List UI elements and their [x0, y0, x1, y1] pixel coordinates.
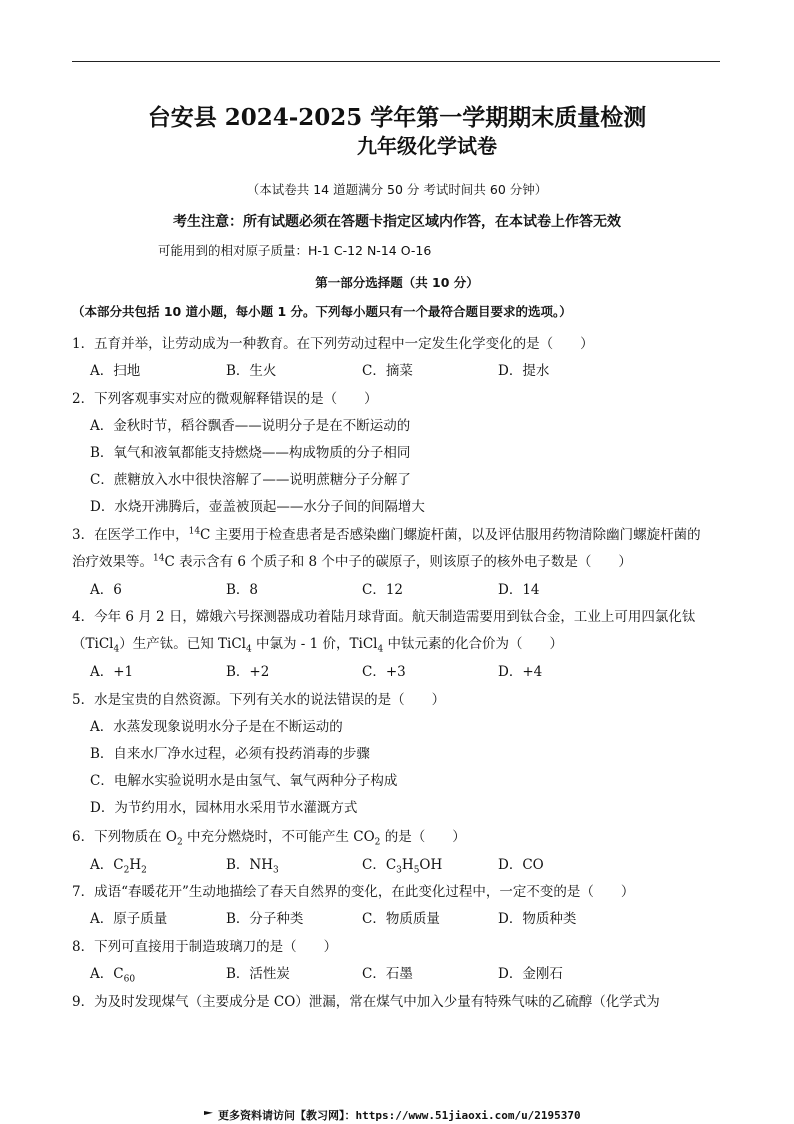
- q3-isotope-mass: 14: [188, 526, 201, 537]
- q8-a-sub: 60: [123, 974, 136, 985]
- q6-b-sub: 3: [273, 865, 279, 876]
- q1-option-b: B．生火: [226, 363, 277, 379]
- q3-isotope-mass-2: 14: [153, 553, 165, 564]
- footer-text: 更多资料请访问【教习网】：https://www.51jiaoxi.com/u/2195370: [218, 1109, 581, 1122]
- q7-option-d: D．物质种类: [498, 911, 577, 927]
- q6-a-text-1: A．C: [90, 857, 124, 873]
- q4-sub-3: 4: [377, 644, 384, 655]
- q5-option-c: C．电解水实验说明水是由氢气、氧气两种分子构成: [90, 773, 398, 789]
- q6-option-b: [226, 857, 279, 876]
- q7-option-c: C．物质质量: [362, 911, 440, 927]
- q4-option-a: A．+1: [90, 664, 134, 680]
- q6-text-3: 的是（ ）: [380, 829, 466, 845]
- q4-sub-2: 4: [245, 644, 252, 655]
- question-4-stem: 4．今年 6 月 2 日，嫦娥六号探测器成功着陆月球背面。航天制造需要用到钛合金，工业上可用四氯化钛: [72, 609, 696, 625]
- question-9-stem: 9．为及时发现煤气（主要成分是 CO）泄漏，常在煤气中加入少量有特殊气味的乙硫醇（化学式为: [72, 994, 660, 1010]
- q6-c-text-3: OH: [419, 857, 443, 873]
- q4-option-b: B．+2: [226, 664, 270, 680]
- q3-text-2: C 主要用于检查患者是否感染幽门螺旋杆菌，以及评估服用药物清除幽门螺旋杆菌的: [200, 527, 701, 543]
- q6-text-2: 中充分燃烧时，不可能产生 CO: [182, 829, 375, 845]
- question-1-stem: 1．五育并举，让劳动成为一种教育。在下列劳动过程中一定发生化学变化的是（ ）: [72, 336, 594, 352]
- flag-icon: [204, 1111, 213, 1120]
- q4-option-c: C．+3: [362, 664, 406, 680]
- q6-sub-o2: 2: [176, 837, 183, 848]
- notice: 考生注意：所有试题必须在答题卡指定区域内作答，在本试卷上作答无效: [173, 214, 621, 230]
- exam-subtitle: 九年级化学试卷: [357, 134, 497, 158]
- q8-a-text: A．C: [90, 966, 124, 982]
- q6-c-text-1: C．C: [362, 857, 397, 873]
- atomic-mass: 可能用到的相对原子质量：H-1 C-12 N-14 O-16: [158, 243, 432, 258]
- question-5-stem: 5．水是宝贵的自然资源。下列有关水的说法错误的是（ ）: [72, 692, 446, 708]
- q5-option-d: D．为节约用水，园林用水采用节水灌溉方式: [90, 800, 358, 816]
- q4-text-3: 中氯为 - 1 价，TiCl: [251, 636, 378, 652]
- q3-text-3: 治疗效果等。: [72, 554, 153, 570]
- q2-option-a: A．金秋时节，稻谷飘香——说明分子是在不断运动的: [90, 418, 411, 434]
- question-8-stem: 8．下列可直接用于制造玻璃刀的是（ ）: [72, 939, 338, 955]
- q1-option-c: C．摘菜: [362, 363, 413, 379]
- q1-option-d: D．提水: [498, 363, 550, 379]
- header-rule: [72, 61, 720, 62]
- exam-title: 台安县 2024-2025 学年第一学期期末质量检测: [147, 104, 647, 131]
- q3-text-4: C 表示含有 6 个质子和 8 个中子的碳原子，则该原子的核外电子数是（ ）: [164, 554, 632, 570]
- q2-option-b: B．氧气和液氧都能支持燃烧——构成物质的分子相同: [90, 445, 411, 461]
- q3-option-b: B．8: [226, 582, 259, 598]
- section-instructions: （本部分共包括 10 道小题，每小题 1 分。下列每小题只有一个最符合题目要求的选项。）: [72, 304, 572, 319]
- question-3-stem: [72, 526, 701, 543]
- q4-text-4: 中钛元素的化合价为（ ）: [383, 636, 564, 652]
- q1-option-a: A．扫地: [90, 363, 141, 379]
- q3-option-c: C．12: [362, 582, 404, 598]
- q8-option-a: [90, 966, 136, 985]
- q6-c-text-2: H: [401, 857, 414, 873]
- q6-a-sub-2: 2: [141, 865, 147, 876]
- q8-option-b: B．活性炭: [226, 966, 290, 982]
- question-2-stem: 2．下列客观事实对应的微观解释错误的是（ ）: [72, 391, 378, 407]
- question-4-stem-line2: [72, 636, 564, 655]
- q4-option-d: D．+4: [498, 664, 543, 680]
- footer-link[interactable]: [204, 1107, 581, 1123]
- exam-info: （本试卷共 14 道题满分 50 分 考试时间共 60 分钟）: [246, 182, 548, 197]
- question-7-stem: 7．成语“春暖花开”生动地描绘了春天自然界的变化，在此变化过程中，一定不变的是（ ）: [72, 884, 635, 900]
- q3-option-d: D．14: [498, 582, 540, 598]
- q6-option-d: D．CO: [498, 857, 544, 873]
- q3-option-a: A．6: [90, 582, 122, 598]
- q7-option-a: A．原子质量: [90, 911, 168, 927]
- q6-option-c: [362, 857, 443, 876]
- q5-option-b: B．自来水厂净水过程，必须有投药消毒的步骤: [90, 746, 370, 762]
- q6-sub-co2: 2: [374, 837, 381, 848]
- q6-a-text-2: H: [129, 857, 142, 873]
- q7-option-b: B．分子种类: [226, 911, 304, 927]
- q6-text-1: 6．下列物质在 O: [72, 829, 177, 845]
- q5-option-a: A．水蒸发现象说明水分子是在不断运动的: [90, 719, 343, 735]
- q4-sub-1: 4: [113, 644, 120, 655]
- question-3-stem-line2: [72, 553, 632, 570]
- q2-option-d: D．水烧开沸腾后，壶盖被顶起——水分子间的间隔增大: [90, 499, 425, 515]
- q4-text-2: ）生产钛。已知 TiCl: [119, 636, 246, 652]
- q6-b-text: B．NH: [226, 857, 274, 873]
- q8-option-d: D．金刚石: [498, 966, 563, 982]
- q8-option-c: C．石墨: [362, 966, 413, 982]
- section-title: 第一部分选择题（共 10 分）: [315, 275, 479, 290]
- q4-text-1: （TiCl: [72, 636, 114, 652]
- q6-c-sub-1: 3: [396, 865, 402, 876]
- question-6-stem: [72, 829, 466, 848]
- q6-option-a: [90, 857, 147, 876]
- q3-text-1: 3．在医学工作中，: [72, 527, 189, 543]
- q6-a-sub-1: 2: [123, 865, 130, 876]
- q2-option-c: C．蔗糖放入水中很快溶解了——说明蔗糖分子分解了: [90, 472, 411, 488]
- q6-c-sub-2: 5: [413, 865, 420, 876]
